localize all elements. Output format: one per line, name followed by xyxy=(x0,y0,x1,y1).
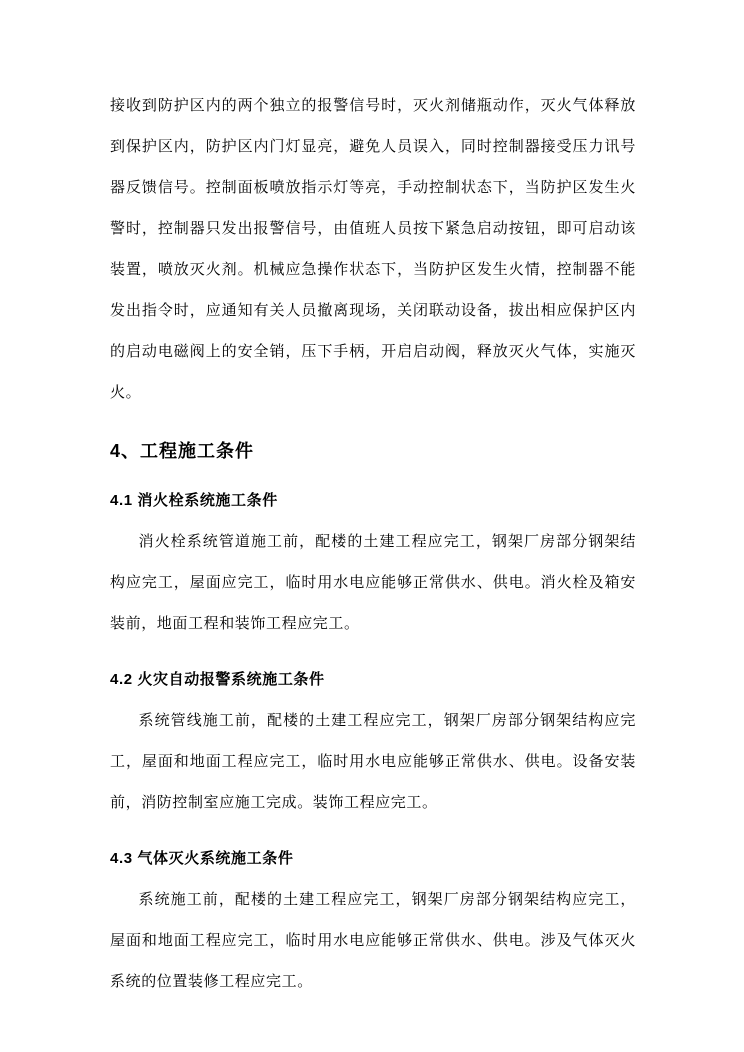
subsection-body-4-2: 系统管线施工前，配楼的土建工程应完工，钢架厂房部分钢架结构应完工，屋面和地面工程应完工，临时用水电应能够正常供水、供电。设备安装前，消防控制室应施工完成。装饰工程应完工。 xyxy=(110,713,636,811)
subsection-body-4-3: 系统施工前，配楼的土建工程应完工，钢架厂房部分钢架结构应完工，屋面和地面工程应完工，临时用水电应能够正常供水、供电。涉及气体灭火系统的位置装修工程应完工。 xyxy=(110,892,636,990)
section-heading-4: 4、工程施工条件 xyxy=(110,441,255,461)
subsection-heading-4-1: 4.1 消火栓系统施工条件 xyxy=(110,492,278,509)
subsection-heading-4-3: 4.3 气体灭火系统施工条件 xyxy=(110,850,294,867)
subsection-body-4-1: 消火栓系统管道施工前，配楼的土建工程应完工，钢架厂房部分钢架结构应完工，屋面应完工，临时用水电应能够正常供水、供电。消火栓及箱安装前，地面工程和装饰工程应完工。 xyxy=(110,534,636,632)
subsection-heading-4-2: 4.2 火灾自动报警系统施工条件 xyxy=(110,671,325,688)
intro-paragraph: 接收到防护区内的两个独立的报警信号时，灭火剂储瓶动作，灭火气体释放到保护区内，防护区内门灯显亮，避免人员误入，同时控制器接受压力讯号器反馈信号。控制面板喷放指示灯等亮，手动控制状态下，当防护区发生火警时，控制器只发出报警信号，由值班人员按下紧急启动按钮，即可启动该装置，喷放灭火剂。机械应急操作状态下，当防护区发生火情，控制器不能发出指令时，应通知有关人员撤离现场，关闭联动设备，拔出相应保护区内的启动电磁阀上的安全销，压下手柄，开启启动阀，释放灭火气体，实施灭火。 xyxy=(110,98,636,401)
